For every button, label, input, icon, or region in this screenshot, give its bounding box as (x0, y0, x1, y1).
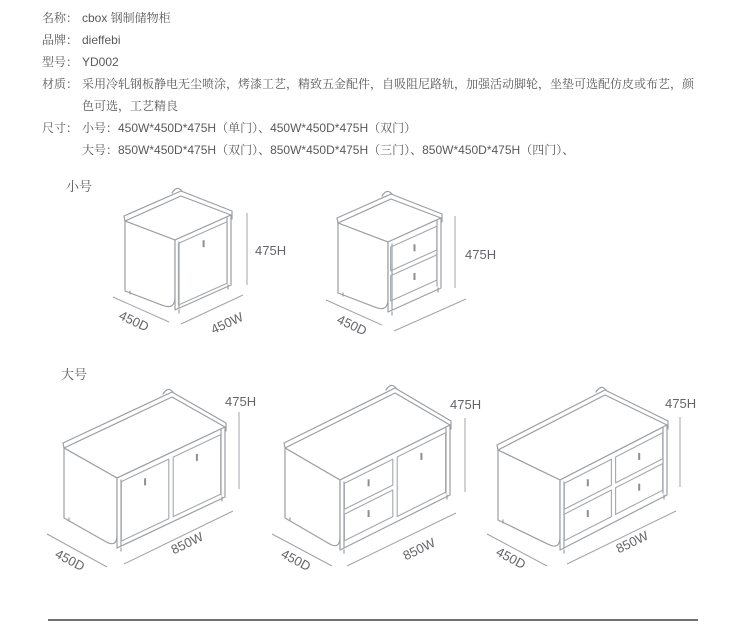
bottom-divider (48, 619, 698, 621)
spec-label-name: 名称： (42, 11, 79, 25)
spec-label-brand: 品牌： (42, 33, 79, 47)
cabinet-large-drawer-door (272, 385, 465, 566)
spec-label-material: 材质： (42, 77, 79, 91)
dim-height-large-fourdrawer: 475H (665, 396, 697, 411)
dim-depth-large-twodoor: 450D (52, 546, 88, 574)
cabinet-large-four-drawer (487, 387, 680, 566)
dim-depth-small-single: 450D (116, 307, 152, 335)
size-line-large: 大号：850W*450D*475H（双门）、850W*450D*475H（三门）、850W*450D*475H（四门）、 (82, 143, 575, 157)
dim-width-small-single: 450W (208, 309, 246, 337)
spec-value-material: 采用冷轧钢板静电无尘喷涂，烤漆工艺，精致五金配件，自吸阻尼路轨，加强活动脚轮，坐垫可选配仿皮或布艺，颜色可选，工艺精良 (82, 77, 695, 113)
spec-value-brand: dieffebi (82, 33, 121, 47)
section-label-small: 小号 (66, 179, 93, 194)
dim-depth-large-drawerdoor: 450D (278, 546, 314, 574)
dim-depth-large-fourdrawer: 450D (493, 544, 529, 572)
spec-label-model: 型号： (42, 55, 79, 69)
spec-value-model: YD002 (82, 55, 119, 69)
dim-width-large-fourdrawer: 850W (613, 527, 651, 557)
cabinet-small-two-drawer (326, 191, 466, 331)
dim-height-large-drawerdoor: 475H (450, 397, 482, 412)
dim-width-large-twodoor: 850W (168, 528, 206, 558)
dim-height-small-drawer: 475H (465, 247, 497, 262)
dim-depth-small-drawer: 450D (334, 311, 370, 339)
dim-height-large-twodoor: 475H (225, 394, 257, 409)
cabinet-small-single-door (113, 188, 247, 324)
section-label-large: 大号 (61, 367, 88, 382)
size-line-small: 小号：450W*450D*475H（单门）、450W*450D*475H（双门） (82, 121, 417, 135)
dim-width-large-drawerdoor: 850W (400, 534, 438, 564)
dim-height-small-single: 475H (255, 243, 287, 258)
spec-value-name: cbox 钢制储物柜 (82, 11, 171, 25)
spec-label-size: 尺寸： (42, 121, 79, 135)
cabinet-large-two-door (47, 389, 239, 567)
